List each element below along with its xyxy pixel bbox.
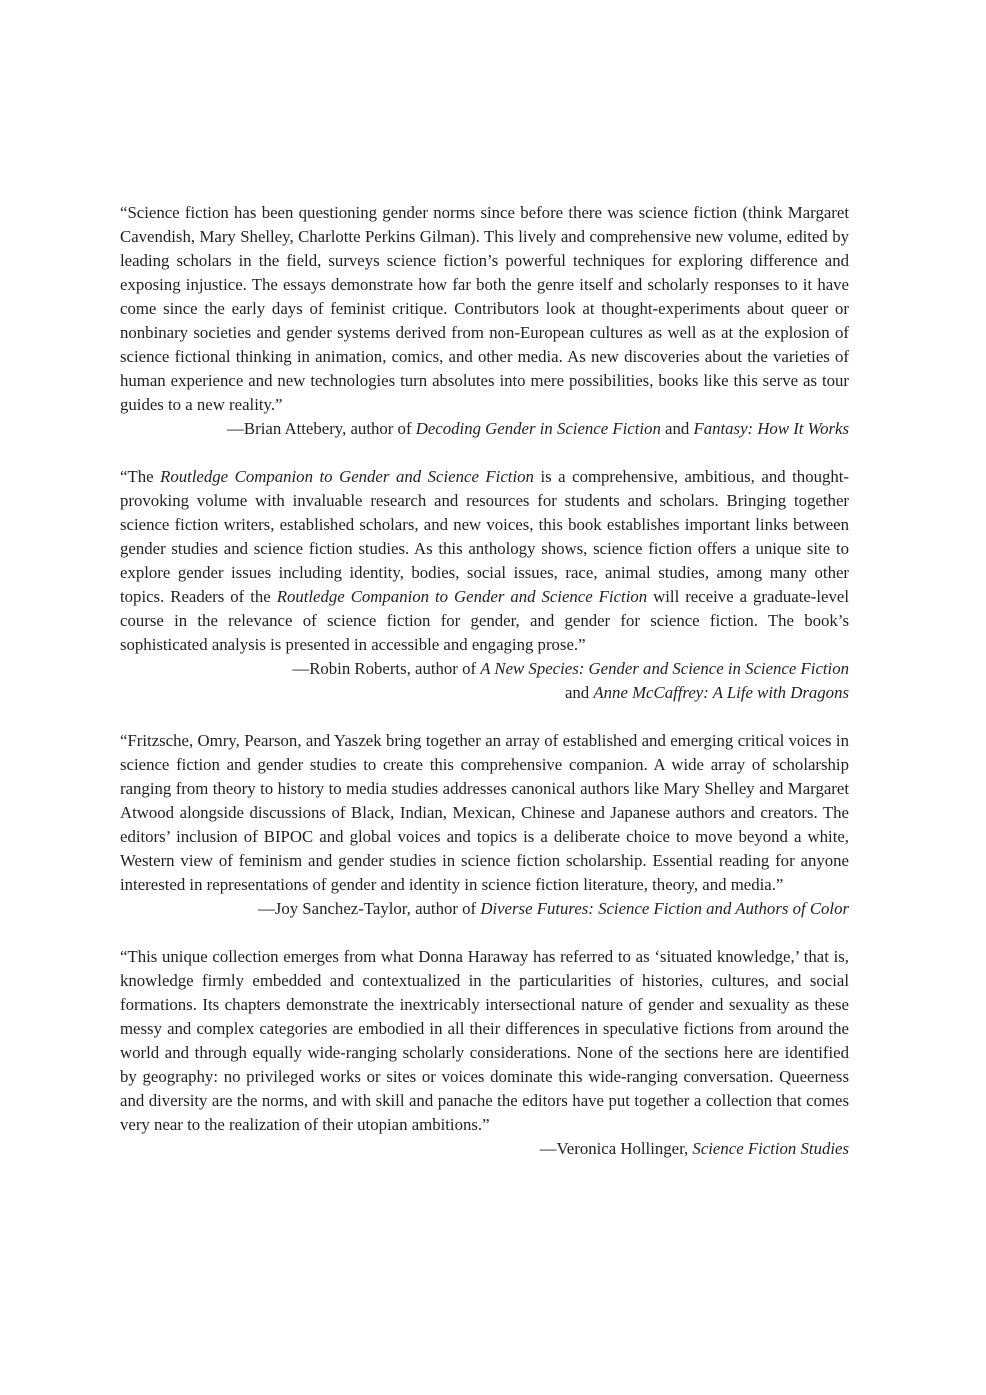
book-title: Diverse Futures: Science Fiction and Authors of Color (480, 899, 849, 918)
endorsement-spacer (120, 705, 849, 729)
book-title: Fantasy: How It Works (693, 419, 849, 438)
endorsement-attribution (120, 1137, 849, 1161)
endorsement-roberts (120, 465, 849, 705)
endorsement-quote (120, 465, 849, 657)
attribution-text: —Veronica Hollinger, (539, 1139, 693, 1158)
endorsement-spacer (120, 441, 849, 465)
attribution-text: —Joy Sanchez-Taylor, author of (258, 899, 481, 918)
endorsement-sanchez-taylor (120, 729, 849, 921)
endorsement-attribution (120, 657, 849, 681)
endorsement-attribution (120, 897, 849, 921)
quote-text: is a comprehensive, ambitious, and thought-provoking volume with invaluable research and resources for students and scholars. Bringing together science fiction writers, established scholars, and new voices, this book establishes important links between gender studies and science fiction studies. As this anthology shows, science fiction offers a unique site to explore gender issues including identity, bodies, social issues, race, animal studies, among many other topics. Readers of the (120, 467, 850, 606)
endorsement-attribution-continued (120, 681, 849, 705)
quote-text: “The (120, 467, 161, 486)
endorsement-quote (120, 729, 849, 897)
endorsement-quote (120, 945, 849, 1137)
quote-text: will receive a graduate-level course in the relevance of science fiction for gender, and gender for science fiction. The book’s sophisticated analysis is presented in accessible and engaging prose.” (120, 587, 850, 654)
book-title: A New Species: Gender and Science in Science Fiction (480, 659, 849, 678)
attribution-text: —Brian Attebery, author of (227, 419, 416, 438)
endorsement-spacer (120, 921, 849, 945)
book-title: Routledge Companion to Gender and Science Fiction (160, 467, 534, 486)
journal-title: Science Fiction Studies (692, 1139, 849, 1158)
attribution-text: and (564, 683, 594, 702)
endorsement-quote (120, 201, 849, 417)
quote-text: “Science fiction has been questioning gender norms since before there was science fiction (think Margaret Cavendish, Mary Shelley, Charlotte Perkins Gilman). This lively and comprehensive new volume, edited by leading scholars in the field, surveys science fiction’s powerful techniques for exploring difference and exposing injustice. The essays demonstrate how far both the genre itself and scholarly responses to it have come since the early days of feminist critique. Contributors look at thought-experiments about queer or nonbinary societies and gender systems derived from non-European cultures as well as at the explosion of science fictional thinking in animation, comics, and other media. As new discoveries about the varieties of human experience and new technologies turn absolutes into mere possibilities, books like this serve as tour guides to a new reality.” (120, 203, 849, 414)
book-title: Decoding Gender in Science Fiction (415, 419, 661, 438)
book-title: Anne McCaffrey: A Life with Dragons (593, 683, 849, 702)
attribution-text: and (660, 419, 694, 438)
quote-text: “Fritzsche, Omry, Pearson, and Yaszek bring together an array of established and emerging critical voices in science fiction and gender studies to create this comprehensive companion. A wide array of scholarship ranging from theory to history to media studies addresses canonical authors like Mary Shelley and Margaret Atwood alongside discussions of Black, Indian, Mexican, Chinese and Japanese authors and creators. The editors’ inclusion of BIPOC and global voices and topics is a deliberate choice to move beyond a white, Western view of feminism and gender studies in science fiction scholarship. Essential reading for anyone interested in representations of gender and identity in science fiction literature, theory, and media.” (120, 731, 849, 894)
quote-text: “This unique collection emerges from what Donna Haraway has referred to as ‘situated knowledge,’ that is, knowledge firmly embedded and contextualized in the particularities of histories, cultures, and social formations. Its chapters demonstrate the inextricably intersectional nature of gender and sexuality as these messy and complex categories are embodied in all their differences in speculative fictions from around the world and through equally wide-ranging scholarly considerations. None of the sections here are identified by geography: no privileged works or sites or voices dominate this wide-ranging conversation. Queerness and diversity are the norms, and with skill and panache the editors have put together a collection that comes very near to the realization of their utopian ambitions.” (120, 947, 849, 1134)
book-title: Routledge Companion to Gender and Science Fiction (276, 587, 648, 606)
endorsement-attebery (120, 201, 849, 441)
endorsement-attribution (120, 417, 849, 441)
attribution-text: —Robin Roberts, author of (292, 659, 481, 678)
praise-column (120, 201, 849, 1161)
endorsement-hollinger (120, 945, 849, 1161)
